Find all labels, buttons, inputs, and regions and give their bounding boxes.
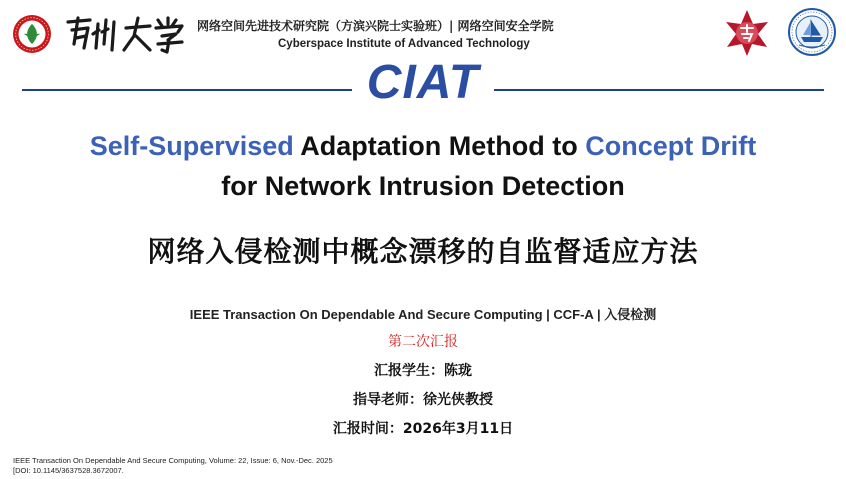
title-middle-text: Adaptation Method to: [300, 131, 578, 161]
report-number: 第二次汇报: [388, 334, 458, 350]
university-emblem-icon: [12, 14, 52, 54]
presenter-name: 汇报学生：陈珑: [374, 363, 472, 379]
lab-star-emblem-icon: [722, 8, 772, 58]
title-highlight-concept-drift: Concept Drift: [585, 131, 757, 161]
paper-title-en-line2: for Network Intrusion Detection: [221, 171, 625, 201]
school-seal-icon: [787, 7, 837, 57]
citation-line-2: [DOI: 10.1145/3637528.3672007.: [13, 466, 124, 475]
institute-name-cn: 网络空间先进技术研究院（方滨兴院士实验班）| 网络空间安全学院: [197, 19, 554, 33]
title-highlight-self-supervised: Self-Supervised: [89, 131, 294, 161]
advisor-name: 指导老师：徐光侠教授: [353, 392, 493, 408]
paper-title-cn: 网络入侵检测中概念漂移的自监督适应方法: [147, 235, 699, 268]
citation-line-1: IEEE Transaction On Dependable And Secure Computing, Volume: 22, Issue: 6, Nov.-Dec. 2025: [13, 456, 333, 465]
banner-rule-left: [22, 89, 352, 91]
paper-title-en-line1: [0, 131, 846, 162]
report-date: 汇报时间：2026年3月11日: [332, 421, 514, 437]
university-calligraphy-logo: [62, 14, 188, 56]
venue-line: IEEE Transaction On Dependable And Secure Computing | CCF-A | 入侵检测: [189, 307, 657, 322]
banner-rule-right: [494, 89, 824, 91]
ciat-logo: CIAT: [366, 56, 480, 109]
institute-name-en: Cyberspace Institute of Advanced Technology: [278, 38, 530, 50]
